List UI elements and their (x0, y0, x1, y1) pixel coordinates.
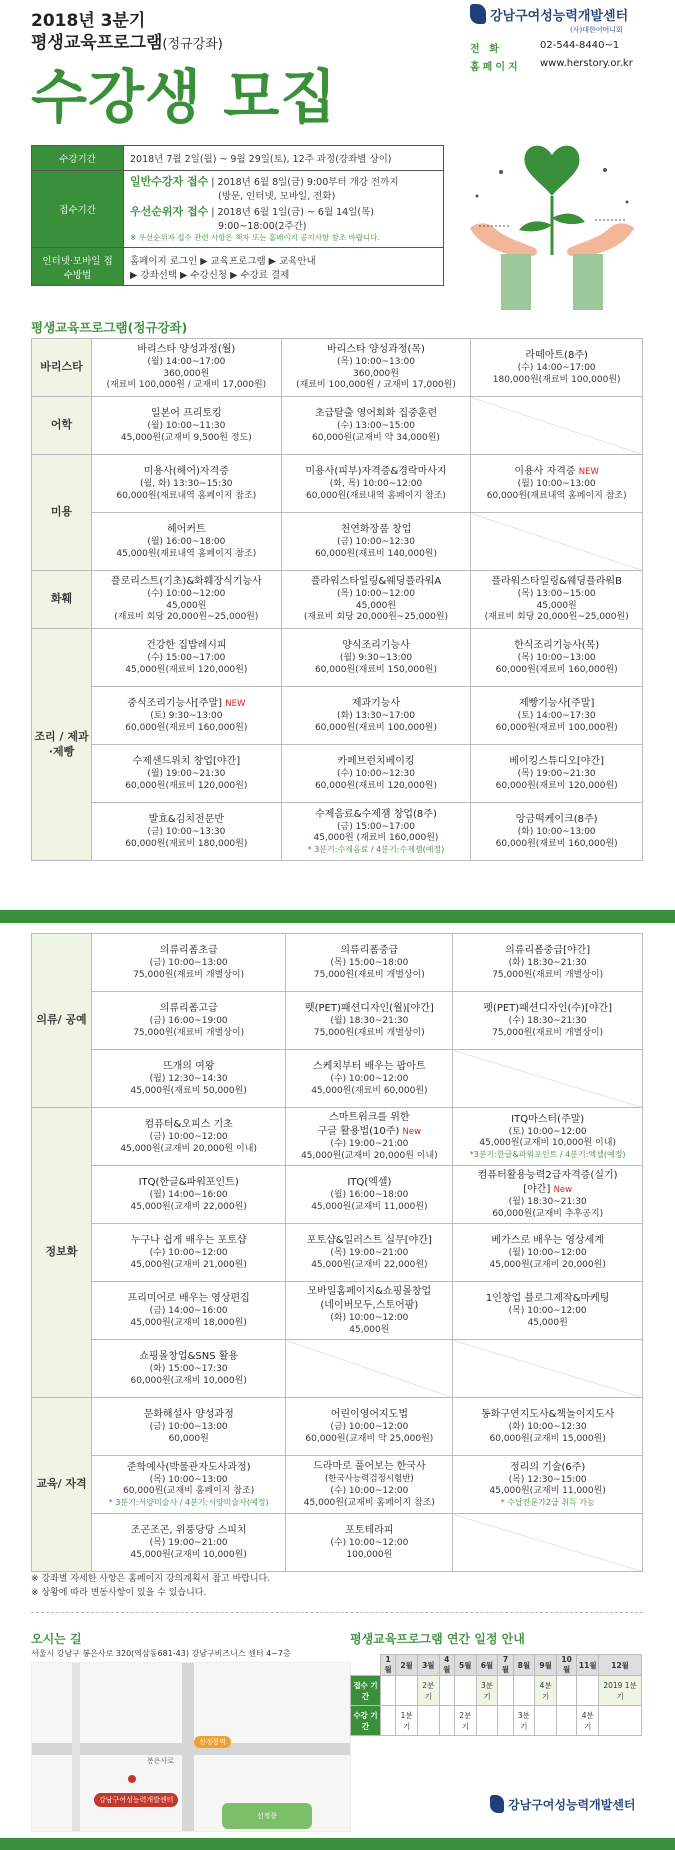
category-beauty: 미용 (32, 455, 92, 571)
course-cell: 쇼핑몰창업&SNS 활용 (화) 15:00~17:30 60,000원(교재비 10,000원) (92, 1340, 286, 1398)
map-center-label: 강남구여성능력개발센터 (94, 1793, 178, 1807)
section-title: 평생교육프로그램(정규강좌) (31, 320, 188, 335)
course-cell: 펫(PET)패션디자인(수)[야간] (수) 18:30~21:30 75,000원(재료비 개별상이) (453, 992, 643, 1050)
course-cell: 누구나 쉽게 배우는 포토샵 (수) 10:00~12:00 45,000원(교재비 21,000원) (92, 1224, 286, 1282)
location-map[interactable] (31, 1662, 351, 1832)
contact-web[interactable]: 홈페이지 www.herstory.or.kr (470, 58, 633, 73)
row-label: 수강 기간 (351, 1706, 381, 1736)
period-label: 수강기간 (32, 146, 124, 171)
course-cell: 카페브런치베이킹 (수) 10:00~12:30 60,000원(재료비 120,000원) (281, 745, 471, 803)
course-cell: 컴퓨터&오피스 기초 (금) 10:00~12:00 45,000원(교재비 20,000원 이내) (92, 1108, 286, 1166)
course-cell: 동화구연지도사&책놀이지도사 (화) 10:00~12:30 60,000원(교재비 15,000원) (453, 1398, 643, 1456)
schedule-cell (381, 1706, 396, 1736)
course-cell: 제빵기능사[주말] (토) 14:00~17:30 60,000원(재료비 100,000원) (471, 687, 643, 745)
course-cell: ITQ(한글&파워포인트) (월) 14:00~16:00 45,000원(교재비 22,000원) (92, 1166, 286, 1224)
schedule-cell: 1분기 (396, 1706, 418, 1736)
address: 서울시 강남구 봉은사로 320(역삼동681-43) 강남구비즈니스 센터 4~7층 (31, 1649, 291, 1658)
schedule-cell: 3분기 (513, 1706, 535, 1736)
course-cell: 프리미어로 배우는 영상편집 (금) 14:00~16:00 45,000원(교재비 18,000원) (92, 1282, 286, 1340)
map-pin-icon (128, 1775, 136, 1783)
course-cell: 포토테라피 (수) 10:00~12:00 100,000원 (286, 1514, 453, 1572)
course-cell: 포토샵&일러스트 실무[야간] (목) 19:00~21:00 45,000원(교재비 22,000원) (286, 1224, 453, 1282)
course-cell: 수제음료&수제잼 창업(8주) (금) 15:00~17:00 45,000원 (재료비 160,000원) * 3분기:수제음료 / 4분기:수제잼(예정) (281, 803, 471, 861)
course-cell: ITQ(엑셀) (월) 16:00~18:00 45,000원(교재비 11,000원) (286, 1166, 453, 1224)
course-cell: 정리의 기술(6주) (목) 12:30~15:00 45,000원(교재비 11,000원) * 수납전문가2급 취득 가능 (453, 1456, 643, 1514)
schedule-cell (439, 1706, 454, 1736)
empty-cell (453, 1050, 643, 1108)
empty-cell (471, 397, 643, 455)
category-craft: 의류/ 공예 (32, 934, 92, 1108)
schedule-corner (351, 1655, 381, 1676)
course-cell: ITQ마스터(주말) (토) 10:00~12:00 45,000원(교재비 10,000원 이내) *3분기:한글&파워포인트 / 4분기:엑셀(예정) (453, 1108, 643, 1166)
course-cell: 펫(PET)패션디자인(월)[야간] (월) 18:30~21:30 75,000원(재료비 개별상이) (286, 992, 453, 1050)
schedule-cell: 2019 1분기 (599, 1676, 642, 1706)
month-header: 5월 (454, 1655, 476, 1676)
header-quarter: 2018년 3분기 (31, 11, 146, 31)
directions-title: 오시는 길 (31, 1632, 82, 1646)
map-road-side (72, 1663, 80, 1832)
apply-label: 접수기간 (32, 171, 124, 248)
course-cell: 컴퓨터활용능력2급자격증(실기) [야간] New (월) 18:30~21:30 60,000원(교재비 추후공지) (453, 1166, 643, 1224)
course-cell: 라떼아트(8주) (수) 14:00~17:00 180,000원(재료비 100,000원) (471, 339, 643, 397)
course-cell: 플라워스타일링&웨딩플라워B (목) 13:00~15:00 45,000원 (재료비 회당 20,000원~25,000원) (471, 571, 643, 629)
course-table-2 (31, 933, 643, 1572)
info-table (31, 145, 444, 286)
course-cell: 드라마로 풀어보는 한국사 (한국사능력검정시험반) (수) 10:00~12:00 45,000원(교재비 홈페이지 참조) (286, 1456, 453, 1514)
course-cell: 미용사(피부)자격증&경락마사지 (화, 목) 10:00~12:00 60,000원(재료내역 홈페이지 참조) (281, 455, 471, 513)
empty-cell (471, 513, 643, 571)
category-it: 정보화 (32, 1108, 92, 1398)
course-cell: 한식조리기능사(목) (목) 10:00~13:00 60,000원(재료비 160,000원) (471, 629, 643, 687)
schedule-cell (417, 1706, 439, 1736)
schedule-cell: 4분기 (535, 1676, 557, 1706)
apply-value: 일반수강자 접수 | 2018년 6월 8일(금) 9:00부터 개강 전까지 (방문, 인터넷, 모바일, 전화) 우선순위자 접수 | 2018년 6월 1일(금) ~ 6월 14일(목) 9:00~18:00(2주간) ※ 우선순위자 접수 관련 사항은 책자 또는 홈페이지 공지사항 참조 바랍니다. (124, 171, 444, 248)
footnotes: ※ 강좌별 자세한 사항은 홈페이지 강의계획서 참고 바랍니다. ※ 상황에 따라 변동사항이 있을 수 있습니다. (31, 1574, 271, 1598)
course-cell: 의류리폼고급 (금) 16:00~19:00 75,000원(재료비 개별상이) (92, 992, 286, 1050)
course-cell: 준학예사(박물관자도사과정) (목) 10:00~13:00 60,000원(교재비 홈페이지 참조) * 3분기:서양미술사 / 4분기:서양미술사(예정) (92, 1456, 286, 1514)
header-program: 평생교육프로그램(정규강좌) (31, 33, 223, 53)
schedule-cell: 2분기 (454, 1706, 476, 1736)
footer-divider (31, 1612, 643, 1613)
category-lang: 어학 (32, 397, 92, 455)
schedule-cell: 4분기 (577, 1706, 599, 1736)
logo-mark-icon (490, 1795, 504, 1813)
new-badge: NEW (225, 698, 246, 709)
schedule-cell (498, 1676, 513, 1706)
course-cell: 중식조리기능사[주말] NEW (토) 9:30~13:00 60,000원(재료비 160,000원) (92, 687, 282, 745)
course-cell: 바리스타 양성과정(월) (월) 14:00~17:00 360,000원 (재료비 100,000원 / 교재비 17,000원) (92, 339, 282, 397)
footer-logo: 강남구여성능력개발센터 (490, 1795, 636, 1813)
course-cell: 모바일홈페이지&쇼핑몰창업 (네이버모두,스토어팜) (화) 10:00~12:00 45,000원 (286, 1282, 453, 1340)
course-cell: 의류리폼중급[야간] (화) 18:30~21:30 75,000원(재료비 개별상이) (453, 934, 643, 992)
schedule-cell (396, 1676, 418, 1706)
category-edu: 교육/ 자격 (32, 1398, 92, 1572)
footer-band (0, 1838, 675, 1850)
new-badge: New (553, 1184, 573, 1195)
month-header: 4월 (439, 1655, 454, 1676)
course-cell: 의류리폼중급 (목) 15:00~18:00 75,000원(재료비 개별상이) (286, 934, 453, 992)
course-cell: 플로리스트(기초)&화훼장식기능사 (수) 10:00~12:00 45,000원 (재료비 회당 20,000원~25,000원) (92, 571, 282, 629)
month-header: 1월 (381, 1655, 396, 1676)
new-badge: New (402, 1126, 422, 1137)
course-cell: 스케치부터 배우는 팝아트 (수) 10:00~12:00 45,000원(재료비 60,000원) (286, 1050, 453, 1108)
schedule-cell (556, 1676, 576, 1706)
map-station: 선정릉역 (194, 1736, 231, 1748)
map-park: 선정릉 (222, 1803, 312, 1829)
month-header: 9월 (535, 1655, 557, 1676)
course-cell: 베이킹스튜디오[야간] (목) 19:00~21:30 60,000원(재료비 120,000원) (471, 745, 643, 803)
course-table-1 (31, 338, 643, 861)
schedule-table (350, 1654, 642, 1736)
course-cell: 뜨개의 여왕 (월) 12:30~14:30 45,000원(재료비 50,000원) (92, 1050, 286, 1108)
course-cell: 문화해설사 양성과정 (금) 10:00~13:00 60,000원 (92, 1398, 286, 1456)
map-road-vertical (182, 1663, 194, 1832)
logo-mark-icon (470, 4, 486, 24)
hands-heart-illustration (455, 130, 650, 310)
schedule-cell (476, 1706, 498, 1736)
category-cook: 조리 / 제과·제빵 (32, 629, 92, 861)
month-header: 12월 (599, 1655, 642, 1676)
course-cell: 의류리폼초급 (금) 10:00~13:00 75,000원(재료비 개별상이) (92, 934, 286, 992)
row-label: 접수 기간 (351, 1676, 381, 1706)
month-header: 11월 (577, 1655, 599, 1676)
schedule-cell (381, 1676, 396, 1706)
course-cell: 바리스타 양성과정(목) (목) 10:00~13:00 360,000원 (재료비 100,000원 / 교재비 17,000원) (281, 339, 471, 397)
course-cell: 제과기능사 (화) 13:30~17:00 60,000원(재료비 100,000원) (281, 687, 471, 745)
empty-cell (453, 1340, 643, 1398)
org-sub: (사)대한어머니회 (570, 26, 623, 34)
course-cell: 초급탈출 영어회화 집중훈련 (수) 13:00~15:00 60,000원(교재비 약 34,000원) (281, 397, 471, 455)
course-cell: 헤어커트 (월) 16:00~18:00 45,000원(재료내역 홈페이지 참조) (92, 513, 282, 571)
method-value: 홈페이지 로그인 ▶ 교육프로그램 ▶ 교육안내 ▶ 강좌선택 ▶ 수강신청 ▶ 수강료 결제 (124, 248, 444, 286)
course-cell: 플라워스타일링&웨딩플라워A (목) 10:00~12:00 45,000원 (재료비 회당 20,000원~25,000원) (281, 571, 471, 629)
course-cell: 스마트워크를 위한 구글 활용법(10주) New (수) 19:00~21:00 45,000원(교재비 20,000원 이내) (286, 1108, 453, 1166)
course-cell: 수제샌드위치 창업[야간] (월) 19:00~21:30 60,000원(재료비 120,000원) (92, 745, 282, 803)
method-label: 인터넷·모바일 접수방법 (32, 248, 124, 286)
page-title: 수강생 모집 (31, 63, 338, 131)
course-cell: 이용사 자격증 NEW (월) 10:00~13:00 60,000원(재료내역 홈페이지 참조) (471, 455, 643, 513)
category-flower: 화훼 (32, 571, 92, 629)
month-header: 10월 (556, 1655, 576, 1676)
course-cell: 미용사(헤어)자격증 (월, 화) 13:30~15:30 60,000원(재료내역 홈페이지 참조) (92, 455, 282, 513)
course-cell: 천연화장품 창업 (금) 10:00~12:30 60,000원(재료비 140,000원) (281, 513, 471, 571)
schedule-cell: 2분기 (417, 1676, 439, 1706)
org-logo: 강남구여성능력개발센터 (470, 4, 628, 24)
schedule-cell: 3분기 (476, 1676, 498, 1706)
map-road-label: 봉은사로 (147, 1757, 175, 1765)
schedule-cell (454, 1676, 476, 1706)
schedule-cell (513, 1676, 535, 1706)
course-cell: 조곤조곤, 위풍당당 스피치 (목) 19:00~21:00 45,000원(교재비 10,000원) (92, 1514, 286, 1572)
month-header: 7월 (498, 1655, 513, 1676)
course-cell: 앙금떡케이크(8주) (화) 10:00~13:00 60,000원(재료비 160,000원) (471, 803, 643, 861)
new-badge: NEW (578, 466, 599, 477)
course-cell: 어린이영어지도법 (금) 10:00~12:00 60,000원(교재비 약 25,000원) (286, 1398, 453, 1456)
schedule-title: 평생교육프로그램 연간 일정 안내 (350, 1632, 525, 1646)
month-header: 8월 (513, 1655, 535, 1676)
course-cell: 건강한 집밥레시피 (수) 15:00~17:00 45,000원(재료비 120,000원) (92, 629, 282, 687)
month-header: 2월 (396, 1655, 418, 1676)
month-header: 6월 (476, 1655, 498, 1676)
schedule-cell (577, 1676, 599, 1706)
schedule-cell (439, 1676, 454, 1706)
schedule-cell (556, 1706, 576, 1736)
empty-cell (286, 1340, 453, 1398)
category-barista: 바리스타 (32, 339, 92, 397)
period-value: 2018년 7월 2일(월) ~ 9월 29일(토), 12주 과정(강좌별 상이) (124, 146, 444, 171)
empty-cell (453, 1514, 643, 1572)
course-cell: 양식조리기능사 (월) 9:30~13:00 60,000원(재료비 150,000원) (281, 629, 471, 687)
course-cell: 1인창업 블로그제작&마케팅 (목) 10:00~12:00 45,000원 (453, 1282, 643, 1340)
contact-tel: 전 화 02-544-8440~1 (470, 40, 620, 55)
section-divider (0, 910, 675, 923)
schedule-cell (599, 1706, 642, 1736)
schedule-cell (498, 1706, 513, 1736)
schedule-cell (535, 1706, 557, 1736)
course-cell: 발효&김치전문반 (금) 10:00~13:30 60,000원(재료비 180,000원) (92, 803, 282, 861)
course-cell: 베가스로 배우는 영상세계 (월) 10:00~12:00 45,000원(교재비 20,000원) (453, 1224, 643, 1282)
month-header: 3월 (417, 1655, 439, 1676)
course-cell: 일본어 프리토킹 (월) 10:00~11:30 45,000원(교재비 9,500원 정도) (92, 397, 282, 455)
